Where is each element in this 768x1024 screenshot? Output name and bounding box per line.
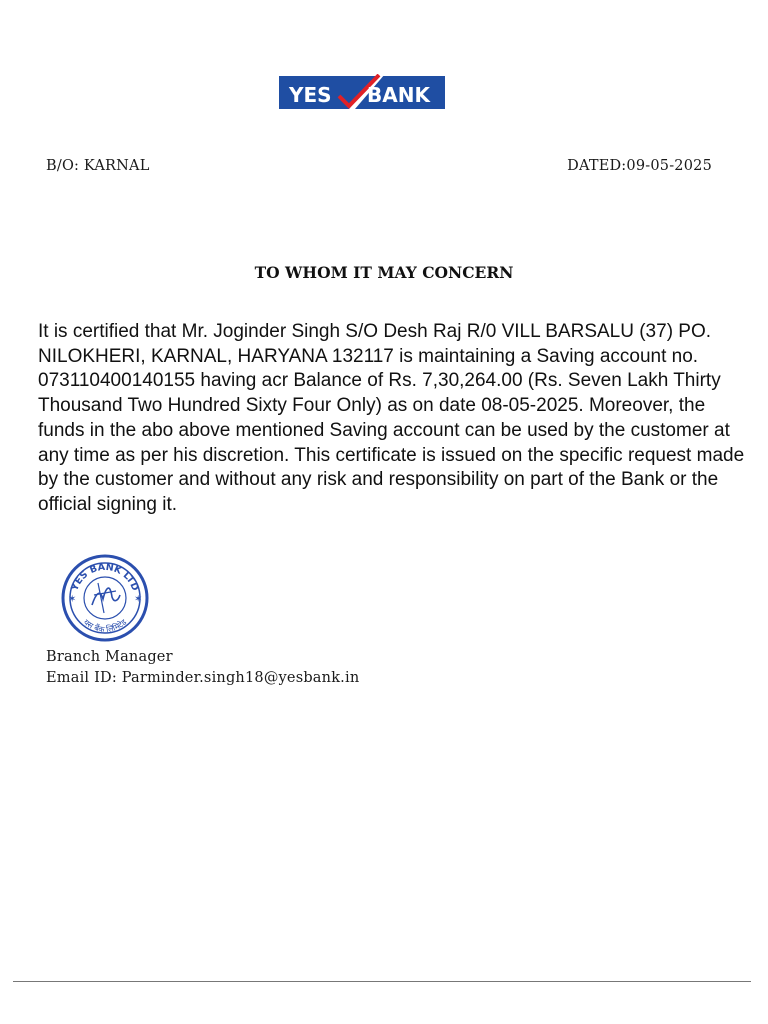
signatory-role: Branch Manager — [46, 649, 173, 665]
footer-divider — [13, 981, 751, 982]
svg-text:✶: ✶ — [68, 594, 77, 605]
seal-bottom-text: यस बैंक लिमिटेड — [81, 617, 129, 635]
svg-text:✶: ✶ — [134, 594, 143, 605]
branch-office: B/O: KARNAL — [46, 158, 150, 174]
logo-word-bank: BANK — [367, 83, 430, 107]
logo-word-yes: YES — [289, 83, 332, 107]
yes-bank-logo — [279, 74, 445, 110]
certificate-body: It is certified that Mr. Joginder Singh S/O Desh Raj R/0 VILL BARSALU (37) PO. NILOKHERI, KARNAL, HARYANA 132117 is maintaining a Saving account no. 073110400140155 having acr Balance of Rs. 7,30,264.00 (Rs. Seven Lakh Thirty Thousand Two Hundred Sixty Four Only) as on date 08-05-2025. Moreover, the funds in the abo above mentioned Saving account can be used by the customer at any time as per his discretion. This certificate is issued on the specific request made by the customer and without any risk and responsibility on part of the Bank or the official signing it. — [38, 321, 745, 515]
certificate-heading: TO WHOM IT MAY CONCERN — [254, 263, 514, 282]
signatory-email: Email ID: Parminder.singh18@yesbank.in — [46, 670, 360, 686]
seal-top-text: YES BANK LTD — [69, 561, 141, 593]
svg-text:यस बैंक लिमिटेड — [82, 617, 129, 634]
bank-seal-stamp — [54, 553, 156, 643]
issue-date: DATED:09-05-2025 — [567, 158, 712, 174]
